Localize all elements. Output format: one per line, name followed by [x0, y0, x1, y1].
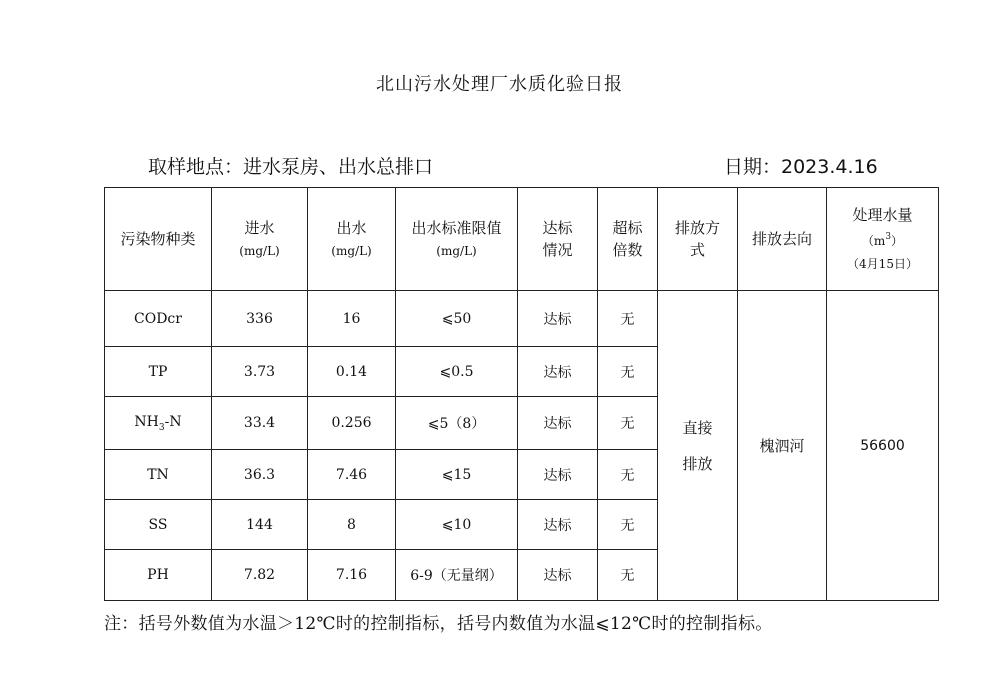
volume-cell: 56600	[827, 291, 939, 601]
outflow-cell: 7.16	[308, 550, 396, 601]
outflow-cell: 8	[308, 500, 396, 550]
table-row	[105, 291, 939, 347]
limit-cell: ⩽10	[396, 500, 518, 550]
compliance-cell: 达标	[518, 397, 598, 450]
discharge-method-cell: 直接 排放	[658, 291, 738, 601]
report-date: 日期：2023.4.16	[724, 156, 878, 178]
compliance-cell: 达标	[518, 550, 598, 601]
header-row	[105, 188, 939, 291]
inflow-cell: 7.82	[212, 550, 308, 601]
limit-cell: ⩽15	[396, 450, 518, 500]
exceed-cell: 无	[598, 550, 658, 601]
header-exceed: 超标 倍数	[598, 188, 658, 291]
exceed-cell: 无	[598, 347, 658, 397]
outflow-cell: 16	[308, 291, 396, 347]
header-pollutant: 污染物种类	[105, 188, 212, 291]
header-outflow: 出水 (mg/L)	[308, 188, 396, 291]
limit-cell: ⩽50	[396, 291, 518, 347]
sampling-location: 取样地点：进水泵房、出水总排口	[148, 156, 434, 178]
report-title: 北山污水处理厂水质化验日报	[376, 74, 623, 95]
pollutant-cell: CODcr	[105, 291, 212, 347]
header-discharge-method: 排放方 式	[658, 188, 738, 291]
compliance-cell: 达标	[518, 450, 598, 500]
footnote: 注：括号外数值为水温＞12℃时的控制指标，括号内数值为水温⩽12℃时的控制指标。	[104, 614, 773, 634]
header-discharge-dest: 排放去向	[738, 188, 827, 291]
pollutant-cell: TN	[105, 450, 212, 500]
inflow-cell: 336	[212, 291, 308, 347]
compliance-cell: 达标	[518, 500, 598, 550]
outflow-cell: 7.46	[308, 450, 396, 500]
inflow-cell: 33.4	[212, 397, 308, 450]
outflow-cell: 0.256	[308, 397, 396, 450]
exceed-cell: 无	[598, 500, 658, 550]
exceed-cell: 无	[598, 450, 658, 500]
exceed-cell: 无	[598, 291, 658, 347]
discharge-dest-cell: 槐泗河	[738, 291, 827, 601]
exceed-cell: 无	[598, 397, 658, 450]
header-limit: 出水标准限值 (mg/L)	[396, 188, 518, 291]
inflow-cell: 3.73	[212, 347, 308, 397]
pollutant-cell: TP	[105, 347, 212, 397]
header-volume: 处理水量 $(m^3)$ （4月15日）	[827, 188, 939, 291]
compliance-cell: 达标	[518, 347, 598, 397]
outflow-cell: 0.14	[308, 347, 396, 397]
pollutant-cell: $NH_3-N$	[105, 397, 212, 450]
inflow-cell: 36.3	[212, 450, 308, 500]
header-compliance: 达标 情况	[518, 188, 598, 291]
header-inflow: 进水 (mg/L)	[212, 188, 308, 291]
inflow-cell: 144	[212, 500, 308, 550]
compliance-cell: 达标	[518, 291, 598, 347]
limit-cell: ⩽5（8）	[396, 397, 518, 450]
limit-cell: ⩽0.5	[396, 347, 518, 397]
pollutant-cell: SS	[105, 500, 212, 550]
pollutant-cell: PH	[105, 550, 212, 601]
limit-cell: 6-9（无量纲）	[396, 550, 518, 601]
water-quality-table	[104, 187, 939, 601]
